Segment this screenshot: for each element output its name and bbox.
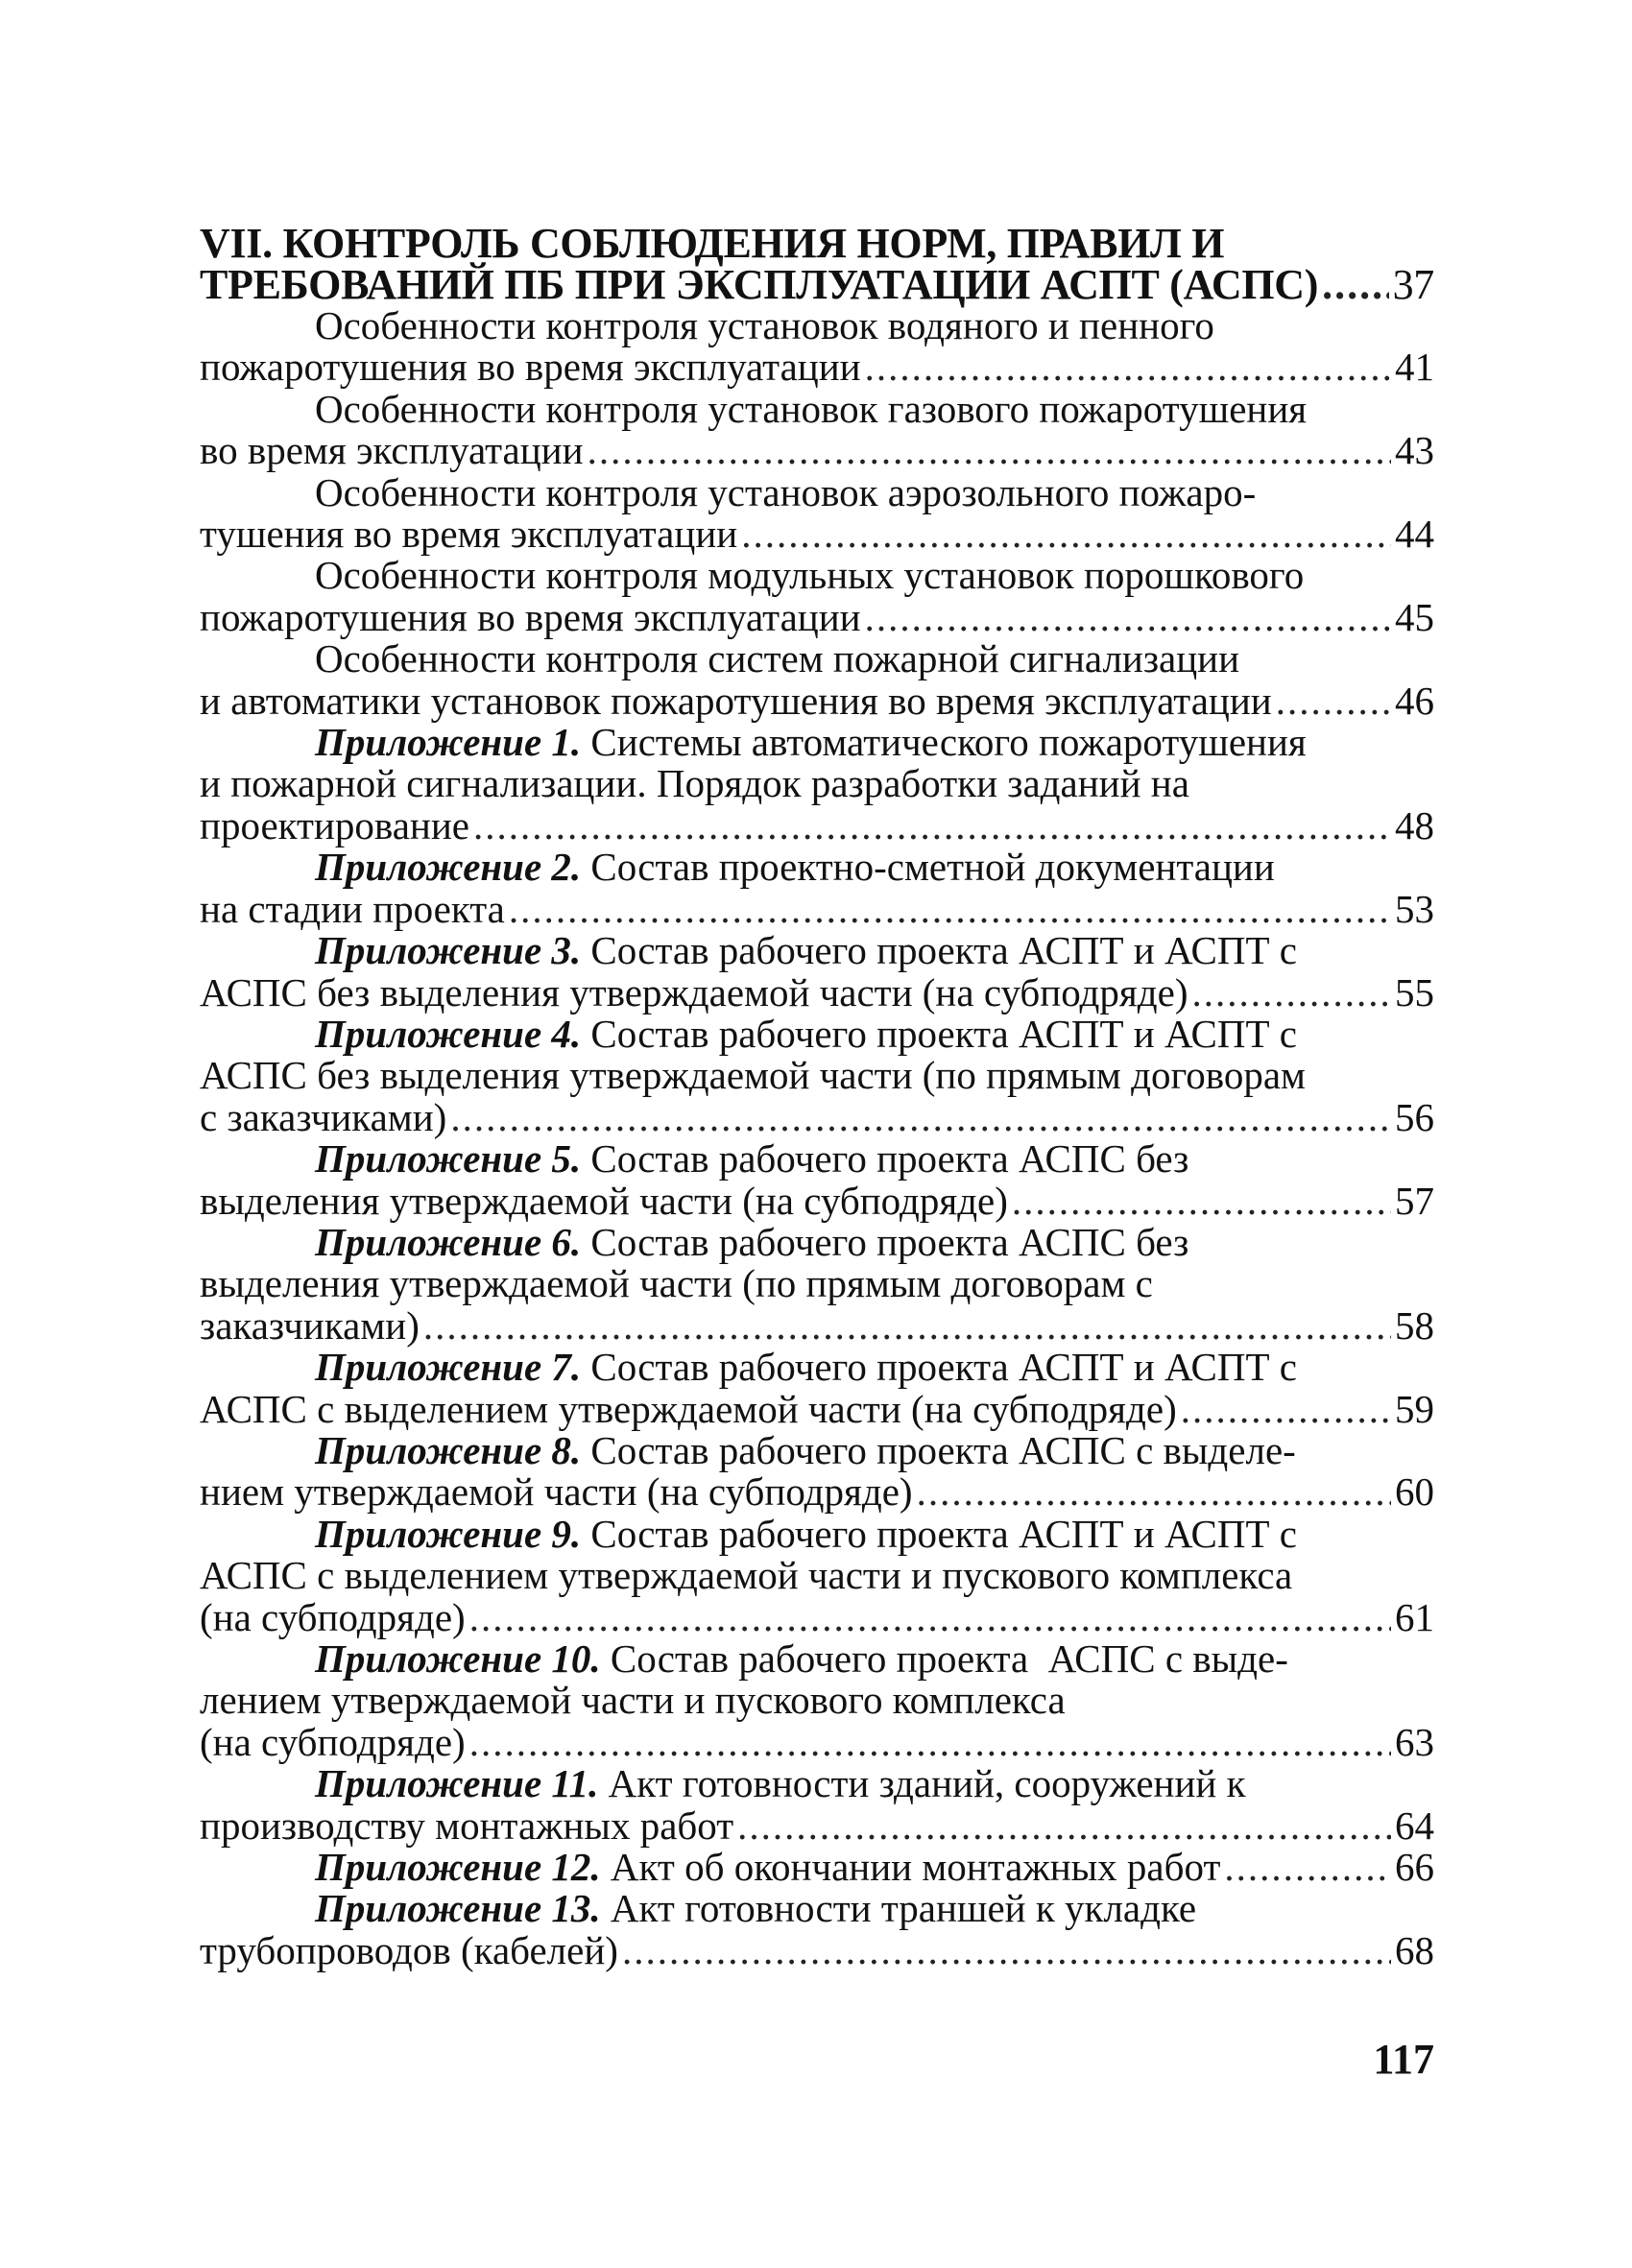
table-of-contents <box>200 220 1434 1972</box>
appendix-label: Приложение 6. <box>315 1219 582 1264</box>
page-ref: 43 <box>1395 428 1434 473</box>
page-ref: 61 <box>1395 1594 1434 1639</box>
appendix-entry-11: Приложение 11. Акт готовности зданий, сооружений к производству монтажных работ ..... 64 <box>200 1763 1434 1847</box>
page-ref: 53 <box>1395 886 1434 931</box>
dot-leader <box>1276 680 1391 722</box>
appendix-entry-13: Приложение 13. Акт готовности траншей к укладке трубопроводов (кабелей) ..... 68 <box>200 1888 1434 1971</box>
section-heading <box>200 220 1434 308</box>
dot-leader <box>469 1722 1391 1763</box>
appendix-entry-9: Приложение 9. Состав рабочего проекта АСПТ и АСПТ с АСПС с выделением утверждаемой части и пускового комплекса (на субподряде) ..... 61 <box>200 1514 1434 1638</box>
appendix-entry-10: Приложение 10. Состав рабочего проекта АСПС с выде- лением утверждаемой части и пускового комплекса (на субподряде) ..... 63 <box>200 1638 1434 1763</box>
section-title-line-2: ТРЕБОВАНИЙ ПБ ПРИ ЭКСПЛУАТАЦИИ АСПТ (АСПС) ..... 37 <box>200 264 1434 305</box>
dot-leader <box>622 1930 1391 1971</box>
appendix-entry-12: Приложение 12. Акт об окончании монтажных работ ..... 66 <box>200 1847 1434 1888</box>
page-ref: 60 <box>1395 1469 1434 1515</box>
dot-leader <box>1322 264 1389 305</box>
appendix-label: Приложение 2. <box>315 845 582 890</box>
dot-leader <box>865 346 1391 388</box>
page-ref: 57 <box>1395 1178 1434 1223</box>
appendix-label: Приложение 4. <box>315 1011 582 1056</box>
page-ref: 56 <box>1395 1094 1434 1139</box>
dot-leader <box>865 597 1391 638</box>
dot-leader <box>1012 1181 1391 1222</box>
dot-leader <box>588 430 1391 471</box>
page-ref: 64 <box>1395 1802 1434 1848</box>
dot-leader <box>450 1097 1391 1138</box>
appendix-label: Приложение 3. <box>315 928 582 973</box>
appendix-entry-1: Приложение 1. Системы автоматического пожаротушения и пожарной сигнализации. Порядок разработки заданий на проектирование ..... 48 <box>200 722 1434 847</box>
dot-leader <box>1181 1389 1391 1430</box>
dot-leader <box>469 1597 1391 1638</box>
appendix-entry-7: Приложение 7. Состав рабочего проекта АСПТ и АСПТ с АСПС с выделением утверждаемой части (на субподряде) ..... 59 <box>200 1347 1434 1430</box>
toc-entry: Особенности контроля систем пожарной сигнализации и автоматики установок пожаротушения во время эксплуатации ..... 46 <box>200 638 1434 722</box>
page-ref: 59 <box>1395 1386 1434 1431</box>
page-ref: 45 <box>1395 594 1434 639</box>
appendix-label: Приложение 8. <box>315 1427 582 1472</box>
appendix-entry-4: Приложение 4. Состав рабочего проекта АСПТ и АСПТ с АСПС без выделения утверждаемой части (по прямым договорам с заказчиками) ..... 56 <box>200 1014 1434 1138</box>
page-ref: 63 <box>1395 1719 1434 1764</box>
appendix-entry-5: Приложение 5. Состав рабочего проекта АСПС без выделения утверждаемой части (на субподряде) ..... 57 <box>200 1138 1434 1222</box>
appendix-label: Приложение 12. <box>315 1845 601 1890</box>
dot-leader <box>1224 1847 1391 1888</box>
page-number: 117 <box>1373 2036 1434 2083</box>
page-ref: 48 <box>1395 802 1434 848</box>
toc-entry: Особенности контроля установок газового пожаротушения во время эксплуатации ..... 43 <box>200 389 1434 472</box>
page-ref: 55 <box>1395 969 1434 1015</box>
dot-leader <box>741 513 1391 555</box>
dot-leader <box>1191 972 1391 1014</box>
toc-entry: Особенности контроля установок аэрозольного пожаро- тушения во время эксплуатации ..... 44 <box>200 472 1434 556</box>
page-ref: 44 <box>1395 512 1434 557</box>
toc-entry: Особенности контроля модульных установок порошкового пожаротушения во время эксплуатации ..... 45 <box>200 555 1434 638</box>
page-ref: 37 <box>1392 261 1434 308</box>
page-ref: 66 <box>1395 1845 1434 1890</box>
page-ref: 46 <box>1395 678 1434 723</box>
appendix-entry-8: Приложение 8. Состав рабочего проекта АСПС с выделе- нием утверждаемой части (на субподряде) ..... 60 <box>200 1430 1434 1514</box>
appendix-label: Приложение 13. <box>315 1886 601 1931</box>
section-title-line-1: VII. КОНТРОЛЬ СОБЛЮДЕНИЯ НОРМ, ПРАВИЛ И <box>200 220 1225 267</box>
dot-leader <box>509 889 1391 930</box>
dot-leader <box>737 1805 1391 1847</box>
toc-entry: Особенности контроля установок водяного и пенного пожаротушения во время эксплуатации ..... 41 <box>200 305 1434 389</box>
appendix-label: Приложение 7. <box>315 1345 582 1390</box>
dot-leader <box>473 805 1391 847</box>
page-ref: 68 <box>1395 1927 1434 1972</box>
page-ref: 58 <box>1395 1302 1434 1348</box>
dot-leader <box>423 1305 1391 1347</box>
appendix-label: Приложение 9. <box>315 1511 582 1556</box>
appendix-label: Приложение 11. <box>315 1761 599 1806</box>
appendix-entry-6: Приложение 6. Состав рабочего проекта АСПС без выделения утверждаемой части (по прямым договорам с заказчиками) ..... 58 <box>200 1222 1434 1347</box>
appendix-entry-2: Приложение 2. Состав проектно-сметной документации на стадии проекта ..... 53 <box>200 847 1434 930</box>
appendix-label: Приложение 10. <box>315 1636 601 1681</box>
appendix-label: Приложение 1. <box>315 720 582 765</box>
appendix-entry-3: Приложение 3. Состав рабочего проекта АСПТ и АСПТ с АСПС без выделения утверждаемой части (на субподряде) ..... 55 <box>200 930 1434 1014</box>
page-ref: 41 <box>1395 345 1434 390</box>
appendix-label: Приложение 5. <box>315 1136 582 1182</box>
dot-leader <box>917 1471 1391 1513</box>
